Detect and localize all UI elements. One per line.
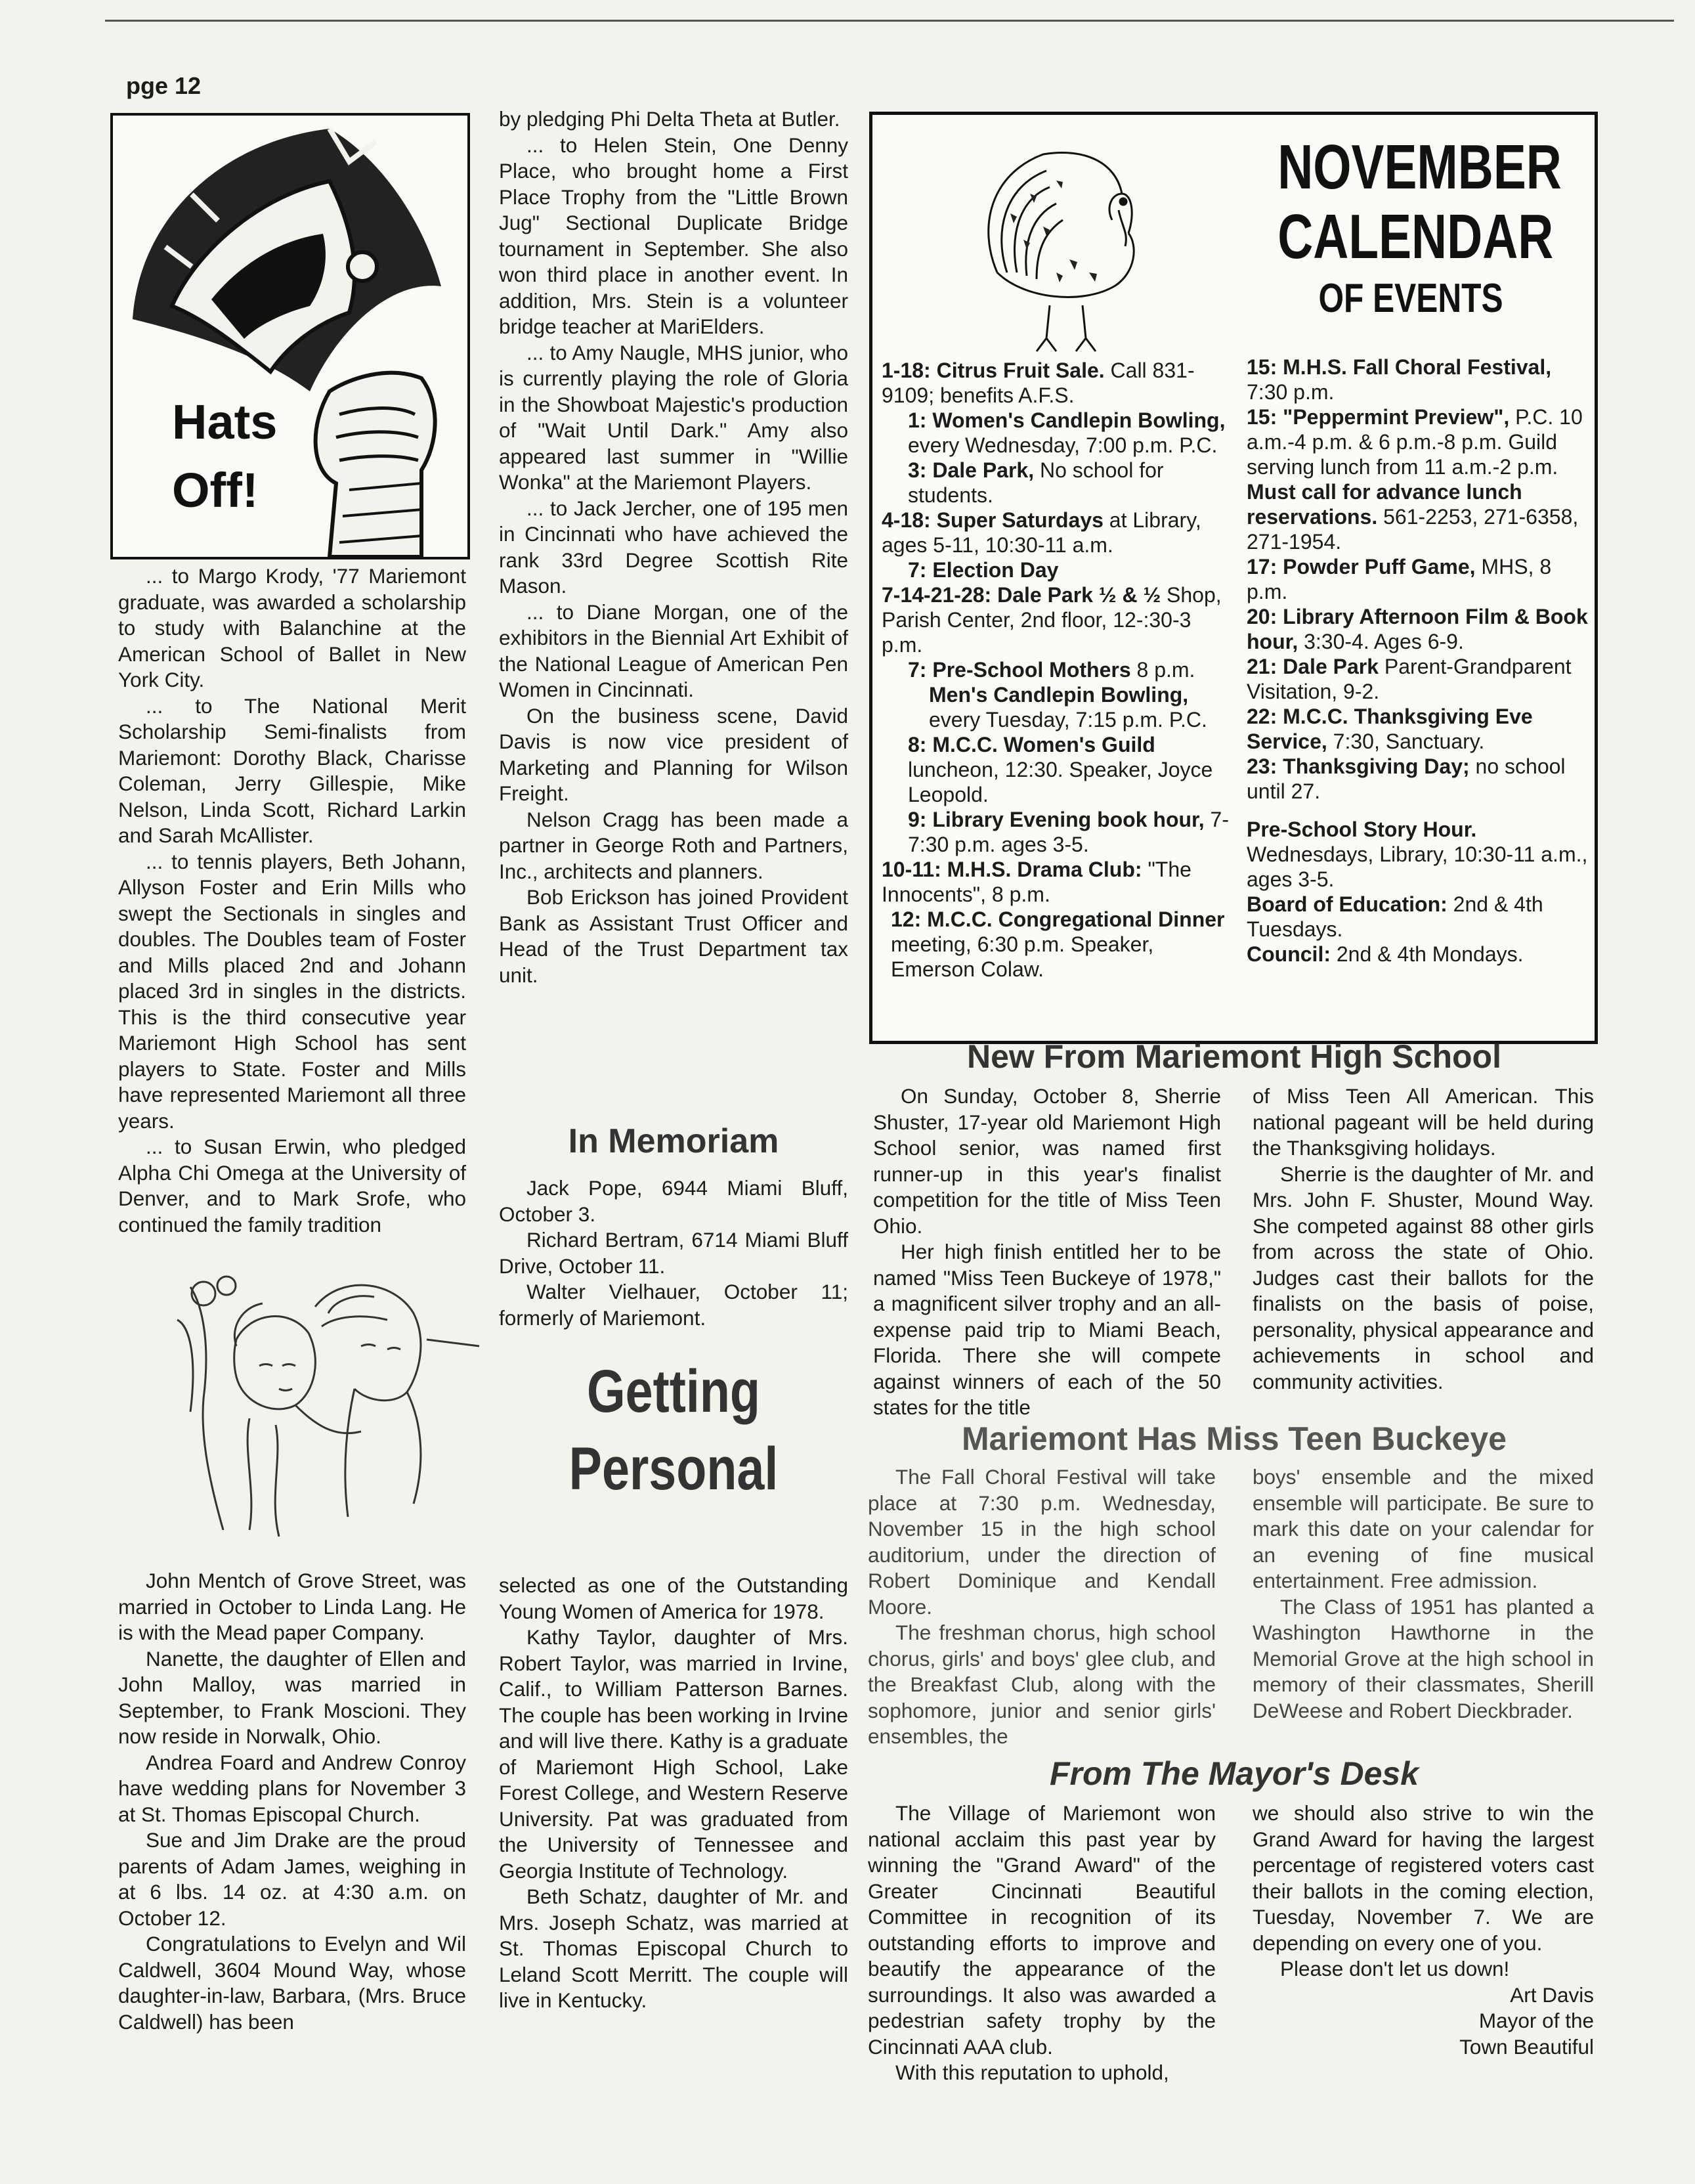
personal-paragraph: Kathy Taylor, daughter of Mrs. Robert Taylor, was married in Irvine, Calif., to William Patterson Barnes. The couple has been working in Irvine and will live there. Kathy is a graduate of Mariemont High School, Lake Forest College, and Western Reserve University. Pat was graduated from the University of Tennessee and Georgia Institute of Technology.	[499, 1625, 848, 1883]
hats-paragraph: ... to Susan Erwin, who pledged Alpha Chi Omega at the University of Denver, and to Mark Srofe, who continued the family tradition	[118, 1135, 466, 1236]
getting-personal-col1	[118, 1568, 466, 2035]
col2-paragraph: On the business scene, David Davis is now vice president of Marketing and Planning for Wilson Freight.	[499, 703, 848, 805]
mhs-paragraph: Her high finish entitled her to be named "Miss Teen Buckeye of 1978," a magnificent silver trophy and an all-expense paid trip to Miami Beach, Florida. There she will compete against winners of each of the 50 states for the title	[873, 1240, 1221, 1419]
memoriam-heading: In Memoriam	[568, 1122, 779, 1160]
personal-paragraph: Beth Schatz, daughter of Mr. and Mrs. Joseph Schatz, was married at St. Thomas Episcopal Church to Leland Scott Merritt. The couple will live in Kentucky.	[499, 1885, 848, 2012]
event-item: 9: Library Evening book hour, 7-7:30 p.m. ages 3-5.	[908, 808, 1229, 856]
personal-paragraph: John Mentch of Grove Street, was married in October to Linda Lang. He is with the Mead paper Company.	[118, 1569, 466, 1644]
getting-title-line2: Personal	[569, 1435, 779, 1502]
council-meeting: Council: 2nd & 4th Mondays.	[1247, 942, 1524, 966]
event-item: 23: Thanksgiving Day; no school until 27.	[1247, 754, 1566, 803]
hats-paragraph: ... to The National Merit Scholarship Semi-finalists from Mariemont: Dorothy Black, Charisse Coleman, Jerry Gillespie, Mike Nelson, Linda Scott, Richard Larkin and Sarah McAllister.	[118, 693, 466, 847]
calendar-title-line3: OF EVENTS	[1318, 276, 1503, 321]
story-hour: Pre-School Story Hour. Wednesdays, Library, 10:30-11 a.m., ages 3-5.	[1247, 818, 1588, 891]
memoriam-entry: Walter Vielhauer, October 11; formerly of Mariemont.	[499, 1280, 848, 1330]
hats-title-line2: Off!	[172, 463, 259, 517]
mayor-signature-name: Art Davis	[1510, 1982, 1594, 2007]
getting-personal-heading	[530, 1353, 817, 1508]
mhs-col2	[1253, 1083, 1594, 1395]
mhs-paragraph: Sherrie is the daughter of Mr. and Mrs. John F. Shuster, Mound Way. She competed against 88 other girls from across the state of Ohio. Judges cast their ballots for the finalists on the basis of poise, personality, physical appearance and achievements in school and community activities.	[1253, 1162, 1594, 1393]
mayor-paragraph: With this reputation to uphold,	[895, 2061, 1169, 2084]
calendar-title-line1: NOVEMBER	[1277, 132, 1562, 202]
page-number: pge 12	[126, 72, 202, 99]
event-item: 3: Dale Park, No school for students.	[908, 458, 1164, 507]
hats-off-title	[172, 395, 278, 517]
col2-paragraph: ... to Jack Jercher, one of 195 men in Cincinnati who have achieved the rank 33rd Degree Scottish Rite Mason.	[499, 496, 848, 598]
event-item: 7: Pre-School Mothers 8 p.m.	[908, 658, 1195, 682]
mayor-signature-town: Town Beautiful	[1459, 2034, 1594, 2059]
mayor-heading: From The Mayor's Desk	[1049, 1755, 1419, 1792]
event-item: 15: "Peppermint Preview", P.C. 10 a.m.-4 p.m. & 6 p.m.-8 p.m. Guild serving lunch from 11 a.m.-2 p.m. Must call for advance lunch reservations. 561-2253, 271-6358, 271-1954.	[1247, 405, 1583, 554]
event-item: 12: M.C.C. Congregational Dinner meeting, 6:30 p.m. Speaker, Emerson Colaw.	[891, 907, 1225, 981]
hat-in-hand-icon	[113, 116, 467, 557]
event-item: 10-11: M.H.S. Drama Club: "The Innocents", 8 p.m.	[882, 858, 1191, 906]
mayor-paragraph: Please don't let us down!	[1280, 1957, 1510, 1980]
event-item: 1-18: Citrus Fruit Sale. Call 831-9109; benefits A.F.S.	[882, 359, 1195, 407]
event-item: 22: M.C.C. Thanksgiving Eve Service, 7:30, Sanctuary.	[1247, 705, 1533, 753]
col2-paragraph: ... to Diane Morgan, one of the exhibitors in the Biennial Art Exhibit of the National League of American Pen Women in Cincinnati.	[499, 600, 848, 701]
memoriam-entry: Richard Bertram, 6714 Miami Bluff Drive, October 11.	[499, 1228, 848, 1278]
board-of-education: Board of Education: 2nd & 4th Tuesdays.	[1247, 892, 1543, 941]
event-item: 8: M.C.C. Women's Guild luncheon, 12:30. Speaker, Joyce Leopold.	[908, 733, 1213, 806]
col2-paragraph: Nelson Cragg has been made a partner in George Roth and Partners, Inc., architects and planners.	[499, 807, 848, 883]
turkey-icon	[971, 141, 1161, 358]
hats-off-illustration	[110, 113, 470, 559]
personal-paragraph: Congratulations to Evelyn and Wil Caldwell, 3604 Mound Way, whose daughter-in-law, Barbara, (Mrs. Bruce Caldwell) has been	[118, 1932, 466, 2034]
getting-personal-col2	[499, 1573, 848, 2014]
hats-paragraph: ... to tennis players, Beth Johann, Allyson Foster and Erin Mills who swept the Sectionals in singles and doubles. The Doubles team of Foster and Mills placed 2nd and Johann placed 3rd in singles in the districts. This is the third consecutive year Mariemont High School has sent players to State. Foster and Mills have represented Mariemont all three years.	[118, 849, 466, 1133]
event-item: 20: Library Afternoon Film & Book hour, 3:30-4. Ages 6-9.	[1247, 605, 1588, 653]
buckeye-paragraph: The Fall Choral Festival will take place at 7:30 p.m. Wednesday, November 15 in the high school auditorium, under the direction of Robert Dominique and Kendall Moore.	[868, 1465, 1216, 1619]
buckeye-paragraph: The freshman chorus, high school chorus, girls' and boys' glee club, and the Breakfast Club, along with the sophomore, junior and senior girls' ensembles, the	[868, 1621, 1216, 1748]
event-item: Men's Candlepin Bowling, every Tuesday, 7:15 p.m. P.C.	[929, 683, 1207, 732]
col2-paragraph: by pledging Phi Delta Theta at Butler.	[499, 107, 840, 131]
event-item: 7-14-21-28: Dale Park ½ & ½ Shop, Parish Center, 2nd floor, 12-:30-3 p.m.	[882, 583, 1222, 657]
hats-off-continued	[499, 106, 848, 988]
event-item: 7: Election Day	[908, 558, 1059, 582]
hats-title-line1: Hats	[172, 395, 278, 449]
mayor-paragraph: we should also strive to win the Grand Award for having the largest percentage of registered voters cast their ballots in the coming election, Tuesday, November 7. We are depending on every one of you.	[1253, 1801, 1594, 1955]
hats-off-text	[118, 563, 466, 1238]
personal-paragraph: Nanette, the daughter of Ellen and John Malloy, was married in September, to Frank Moscioni. They now reside in Norwalk, Ohio.	[118, 1646, 466, 1748]
memoriam-text	[499, 1175, 848, 1331]
calendar-title-line2: CALENDAR	[1277, 202, 1554, 272]
event-item: 17: Powder Puff Game, MHS, 8 p.m.	[1247, 555, 1552, 603]
mhs-paragraph: On Sunday, October 8, Sherrie Shuster, 17-year old Mariemont High School senior, was named first runner-up in this year's finalist competition for the title of Miss Teen Ohio.	[873, 1084, 1221, 1238]
buckeye-heading: Mariemont Has Miss Teen Buckeye	[962, 1420, 1507, 1457]
getting-title-line1: Getting	[586, 1358, 761, 1425]
personal-paragraph: Sue and Jim Drake are the proud parents of Adam James, weighing in at 6 lbs. 14 oz. at 4:30 a.m. on October 12.	[118, 1828, 466, 1930]
col2-paragraph: ... to Amy Naugle, MHS junior, who is currently playing the role of Gloria in the Showboat Majestic's production of "Wait Until Dark." Amy also appeared last summer in "Willie Wonka" at the Mariemont Players.	[499, 340, 848, 494]
memoriam-entry: Jack Pope, 6944 Miami Bluff, October 3.	[499, 1176, 848, 1226]
calendar-right-events	[1247, 355, 1588, 967]
event-item: 1: Women's Candlepin Bowling, every Wednesday, 7:00 p.m. P.C.	[908, 408, 1226, 457]
event-item: 4-18: Super Saturdays at Library, ages 5-11, 10:30-11 a.m.	[882, 508, 1201, 557]
november-calendar-box	[869, 112, 1598, 1044]
buckeye-col1	[868, 1464, 1216, 1750]
buckeye-paragraph: boys' ensemble and the mixed ensemble will participate. Be sure to mark this date on your calendar for an evening of fine musical entertainment. Free admission.	[1253, 1465, 1594, 1592]
calendar-left-events	[882, 358, 1236, 982]
mhs-col1	[873, 1083, 1221, 1421]
mayor-col1	[868, 1801, 1216, 2086]
event-item: 21: Dale Park Parent-Grandparent Visitation, 9-2.	[1247, 655, 1572, 703]
mhs-paragraph: of Miss Teen All American. This national pageant will be held during the Thanksgiving holidays.	[1253, 1084, 1594, 1160]
col2-paragraph: ... to Helen Stein, One Denny Place, who brought home a First Place Trophy from the "Little Brown Jug" Sectional Duplicate Bridge tournament in September. She also won third place in another event. In addition, Mrs. Stein is a volunteer bridge teacher at MariElders.	[499, 133, 848, 338]
personal-paragraph: Andrea Foard and Andrew Conroy have wedding plans for November 3 at St. Thomas Episcopal Church.	[118, 1750, 466, 1826]
top-rule	[105, 20, 1674, 22]
col2-paragraph: Bob Erickson has joined Provident Bank as Assistant Trust Officer and Head of the Trust Department tax unit.	[499, 885, 848, 987]
mayor-signature-title: Mayor of the	[1478, 2009, 1594, 2032]
buckeye-paragraph: The Class of 1951 has planted a Washington Hawthorne in the Memorial Grove at the high school in memory of their classmates, Sherill DeWeese and Robert Dieckbrader.	[1253, 1594, 1594, 1722]
wedding-couple-illustration	[164, 1267, 492, 1543]
hats-paragraph: ... to Margo Krody, '77 Mariemont graduate, was awarded a scholarship to study with Balanchine at the American School of Ballet in New York City.	[118, 564, 466, 691]
personal-paragraph: selected as one of the Outstanding Young Women of America for 1978.	[499, 1573, 848, 1623]
event-item: 15: M.H.S. Fall Choral Festival, 7:30 p.m.	[1247, 355, 1552, 404]
mayor-paragraph: The Village of Mariemont won national acclaim this past year by winning the "Grand Award" of the Greater Cincinnati Beautiful Committee in recognition of its outstanding efforts to improve and beautify the appearance of the surroundings. It also was awarded a pedestrian safety trophy by the Cincinnati AAA club.	[868, 1801, 1216, 2059]
bride-groom-icon	[164, 1267, 492, 1543]
mhs-heading: New From Mariemont High School	[967, 1038, 1501, 1075]
mayor-col2	[1253, 1801, 1594, 2060]
buckeye-col2	[1253, 1464, 1594, 1724]
